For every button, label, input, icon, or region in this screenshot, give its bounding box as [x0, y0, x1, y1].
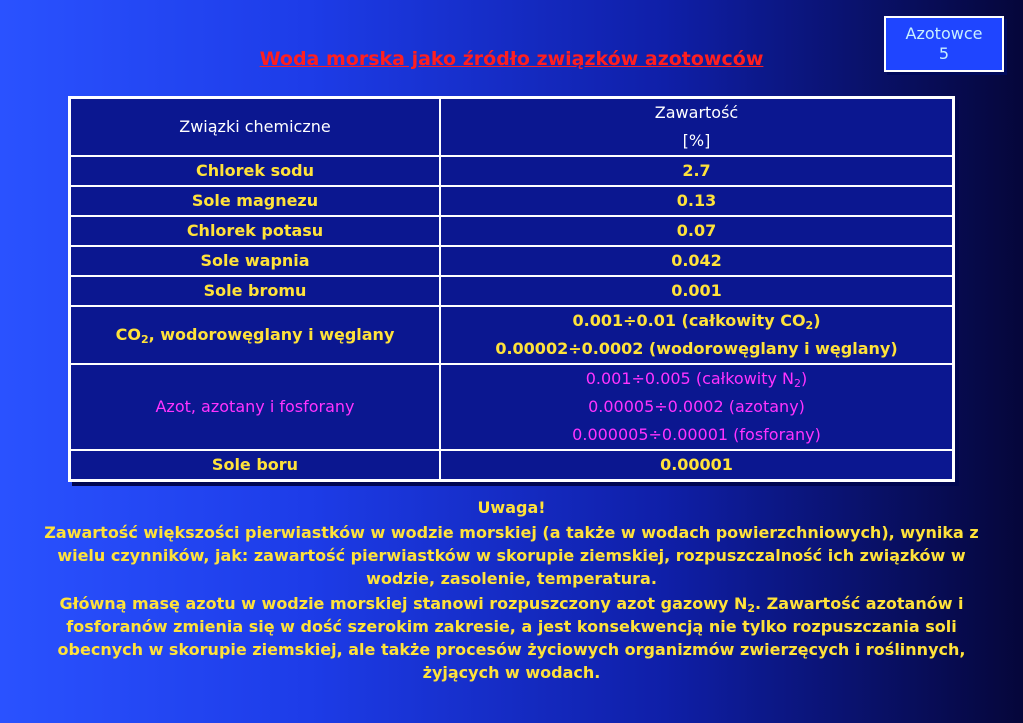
table-row	[70, 276, 954, 306]
compound-name: $CO_2$, wodorowęglany i węglany	[70, 306, 441, 364]
table-row	[70, 156, 954, 186]
compound-value	[440, 364, 954, 450]
slide-title: Woda morska jako źródło związków azotowców	[259, 48, 764, 70]
header-content	[440, 98, 954, 157]
table-row	[70, 450, 954, 481]
compound-name: Chlorek potasu	[70, 216, 441, 246]
compound-name: Chlorek sodu	[70, 156, 441, 186]
compound-value: 0.00001	[440, 450, 954, 481]
compound-value: 0.001	[440, 276, 954, 306]
table-row-co2	[70, 306, 954, 364]
table-row	[70, 246, 954, 276]
note-block	[30, 496, 993, 686]
compound-value: 0.13	[440, 186, 954, 216]
composition-table	[68, 96, 955, 482]
value-line: 0.000005÷0.00001 (fosforany)	[572, 425, 821, 444]
header-content-unit: [%]	[682, 131, 711, 150]
note-heading: Uwaga!	[477, 498, 546, 517]
compound-value: 0.042	[440, 246, 954, 276]
compound-name: Sole magnezu	[70, 186, 441, 216]
value-line: 0.001÷0.01 (całkowity $CO_2$)	[572, 311, 821, 332]
note-paragraph: Zawartość większości pierwiastków w wodzie morskiej (a także w wodach powierzchniowych), wynika z wielu czynników, jak: zawartość pierwiastków w skorupie ziemskiej, rozpuszczalność ich związków w wodzie, zasolenie, temperatura.	[44, 523, 979, 588]
compound-name: Azot, azotany i fosforany	[70, 364, 441, 450]
table-row-nitrogen	[70, 364, 954, 450]
table-header-row	[70, 98, 954, 157]
badge-number: 5	[938, 44, 950, 63]
table-row	[70, 216, 954, 246]
compound-value: 0.07	[440, 216, 954, 246]
value-line: 0.00005÷0.0002 (azotany)	[588, 397, 805, 416]
compound-value	[440, 306, 954, 364]
compound-name: Sole boru	[70, 450, 441, 481]
note-paragraph: Główną masę azotu w wodzie morskiej stanowi rozpuszczony azot gazowy $N_2$. Zawartość azotanów i fosforanów zmienia się w dość szerokim zakresie, a jest konsekwencją nie tylko rozpuszczania soli obecnych w skorupie ziemskiej, ale także procesów życiowych organizmów zwierzęcych i roślinnych, żyjących w wodach.	[57, 594, 966, 682]
header-compounds: Związki chemiczne	[70, 98, 441, 157]
table-row	[70, 186, 954, 216]
compound-value: 2.7	[440, 156, 954, 186]
value-line: 0.00002÷0.0002 (wodorowęglany i węglany)	[495, 339, 898, 358]
compound-name: Sole bromu	[70, 276, 441, 306]
badge-label: Azotowce	[905, 24, 983, 43]
compound-name: Sole wapnia	[70, 246, 441, 276]
header-content-label: Zawartość	[654, 103, 739, 122]
value-line: 0.001÷0.005 (całkowity $N_2$)	[585, 369, 808, 390]
